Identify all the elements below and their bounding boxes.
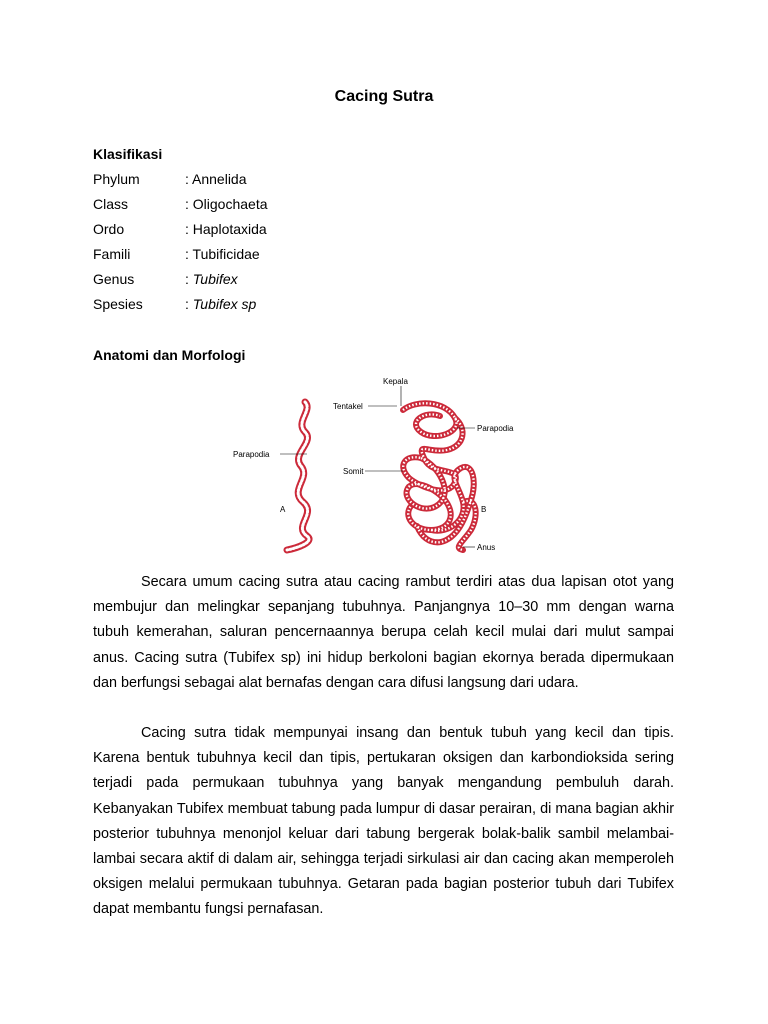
klasifikasi-term: Ordo	[93, 221, 125, 237]
body-paragraph-2	[93, 721, 674, 923]
klasifikasi-separator: :	[185, 171, 193, 187]
klasifikasi-separator: :	[185, 296, 193, 312]
klasifikasi-value	[185, 296, 256, 312]
worm-b-drawing	[403, 403, 476, 550]
klasifikasi-value-text: Oligochaeta	[192, 196, 268, 212]
label-b: B	[481, 505, 487, 514]
klasifikasi-separator: :	[185, 271, 193, 287]
tentakel-label: Tentakel	[333, 402, 363, 411]
klasifikasi-term: Class	[93, 196, 129, 212]
klasifikasi-term: Spesies	[93, 296, 143, 312]
klasifikasi-value	[185, 196, 268, 212]
paragraph-text: Cacing sutra tidak mempunyai insang dan bentuk tubuh yang kecil dan tipis. Karena bentuk tubuhnya kecil dan tipis, pertukaran oksigen dan karbondioksida sering terjadi pada permukaan tubuhnya yang banyak mengandung pembuluh darah. Kebanyakan Tubifex membuat tabung pada lumpur di dasar perairan, di mana bagian akhir posterior tubuhnya menonjol keluar dari tabung bergerak bolak-balik sambil melambai-lambai secara aktif di dalam air, sehingga terjadi sirkulasi air dan cacing akan memperoleh oksigen melalui permukaan tubuhnya. Getaran pada bagian posterior tubuh dari Tubifex dapat membantu fungsi pernafasan.	[93, 725, 674, 918]
klasifikasi-value-text: Haplotaxida	[192, 221, 267, 237]
klasifikasi-value-text: Tubificidae	[192, 246, 260, 262]
klasifikasi-value	[185, 221, 267, 237]
anatomi-heading: Anatomi dan Morfologi	[93, 347, 246, 363]
klasifikasi-heading: Klasifikasi	[93, 146, 163, 162]
klasifikasi-value	[185, 246, 260, 262]
label-a: A	[280, 505, 286, 514]
parapodia-a-label: Parapodia	[233, 450, 270, 459]
anus-label: Anus	[477, 543, 496, 552]
klasifikasi-separator: :	[185, 246, 193, 262]
klasifikasi-separator: :	[185, 196, 193, 212]
klasifikasi-term: Phylum	[93, 171, 140, 187]
klasifikasi-value-text: Tubifex sp	[192, 296, 257, 312]
klasifikasi-separator: :	[185, 221, 193, 237]
worm-anatomy-illustration	[225, 370, 545, 560]
klasifikasi-value	[185, 171, 247, 187]
klasifikasi-term: Famili	[93, 246, 131, 262]
klasifikasi-value-text: Tubifex	[192, 271, 238, 287]
somit-label: Somit	[343, 467, 364, 476]
parapodia-b-label: Parapodia	[477, 424, 514, 433]
worm-anatomy-figure	[225, 370, 545, 560]
worm-a-drawing	[287, 402, 309, 550]
body-paragraph-1	[93, 570, 674, 696]
page-title: Cacing Sutra	[334, 88, 434, 105]
klasifikasi-value	[185, 271, 238, 287]
paragraph-text: Secara umum cacing sutra atau cacing rambut terdiri atas dua lapisan otot yang membujur dan melingkar sepanjang tubuhnya. Panjangnya 10–30 mm dengan warna tubuh kemerahan, saluran pencernaannya berupa celah kecil mulai dari mulut sampai anus. Cacing sutra (Tubifex sp) ini hidup berkoloni bagian ekornya berada dipermukaan dan berfungsi sebagai alat bernafas dengan cara difusi langsung dari udara.	[93, 574, 674, 691]
klasifikasi-term: Genus	[93, 271, 135, 287]
kepala-label: Kepala	[383, 377, 408, 386]
klasifikasi-value-text: Annelida	[192, 171, 247, 187]
